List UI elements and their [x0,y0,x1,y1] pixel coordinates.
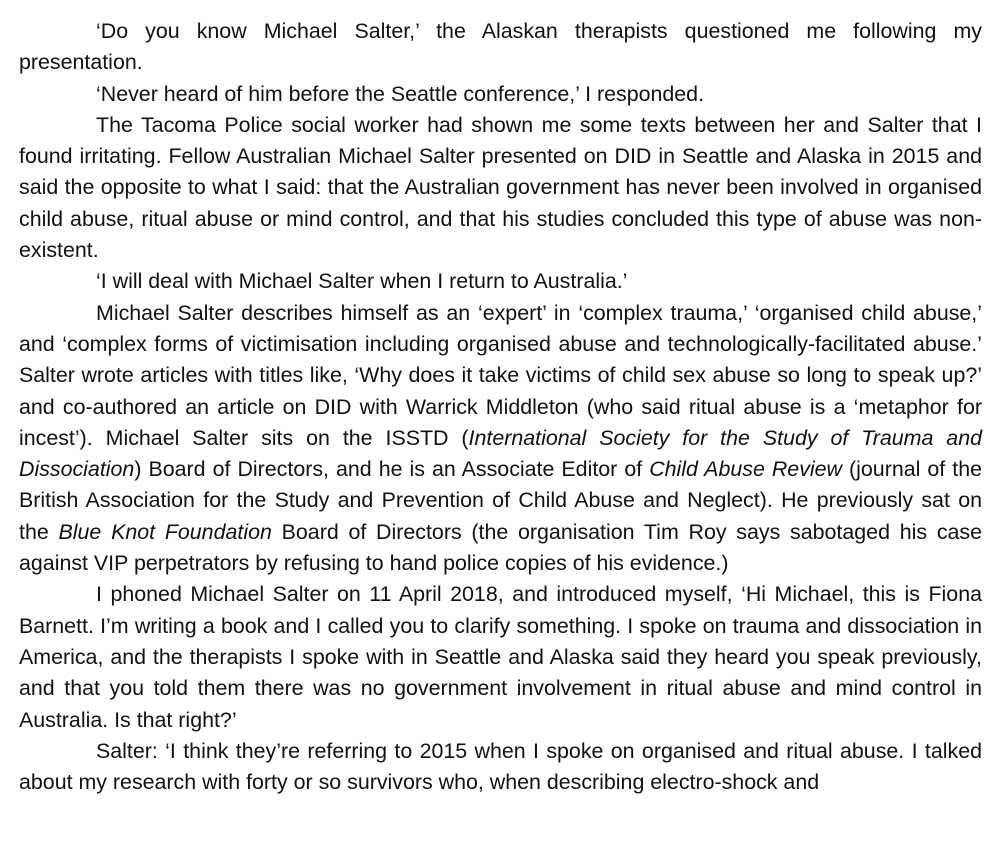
paragraph-text: ‘I will deal with Michael Salter when I return to Australia.’ [96,269,628,294]
paragraph [19,736,982,799]
paragraph-text: Michael Salter describes himself as an ‘expert’ in ‘complex trauma,’ ‘organised child abuse,’ and ‘complex forms of victimisation including organised abuse and technologically-facilitated abuse.’ Salter wrote articles with titles like, ‘Why does it take victims of child sex abuse so long to speak up?’ and co-authored an article on DID with Warrick Middleton (who said ritual abuse is a ‘metaphor for incest’). Michael Salter sits on the ISSTD ( [19,300,982,450]
paragraph [19,298,982,580]
paragraph-text: Board of Directors (the organisation Tim Roy says sabotaged his case against VIP perpetrators by refusing to hand police copies of his evidence.) [19,519,982,576]
paragraph [19,79,982,110]
paragraph [19,266,982,297]
paragraph-text: ‘Do you know Michael Salter,’ the Alaskan therapists questioned me following my presentation. [19,19,982,75]
paragraph-text: ‘Never heard of him before the Seattle conference,’ I responded. [96,81,705,106]
paragraph-text: ) Board of Directors, and he is an Associate Editor of [134,457,650,482]
paragraph-text: I phoned Michael Salter on 11 April 2018, and introduced myself, ‘Hi Michael, this is Fiona Barnett. I’m writing a book and I called you to clarify something. I spoke on trauma and dissociation in America, and the therapists I spoke with in Seattle and Alaska said they heard you speak previously, and that you told them there was no government involvement in ritual abuse and mind control in Australia. Is that right?’ [19,582,982,732]
italic-journal-title: Child Abuse Review [649,457,842,482]
paragraph-text: (journal of the British Association for the Study and Prevention of Child Abuse and Neglect). He previously sat on the [19,457,982,544]
italic-organisation-name: International Society for the Study of Trauma and Dissociation [19,425,982,482]
paragraph [19,579,982,735]
paragraph-text: The Tacoma Police social worker had shown me some texts between her and Salter that I found irritating. Fellow Australian Michael Salter presented on DID in Seattle and Alaska in 2015 and said the opposite to what I said: that the Australian government has never been involved in organised child abuse, ritual abuse or mind control, and that his studies concluded this type of abuse was non-existent. [19,112,982,263]
paragraph [19,16,982,79]
paragraph [19,110,982,266]
italic-foundation-name: Blue Knot Foundation [58,519,272,544]
paragraph-text: Salter: ‘I think they’re referring to 2015 when I spoke on organised and ritual abuse. I talked about my research with forty or so survivors who, when describing electro-shock and [19,738,982,795]
